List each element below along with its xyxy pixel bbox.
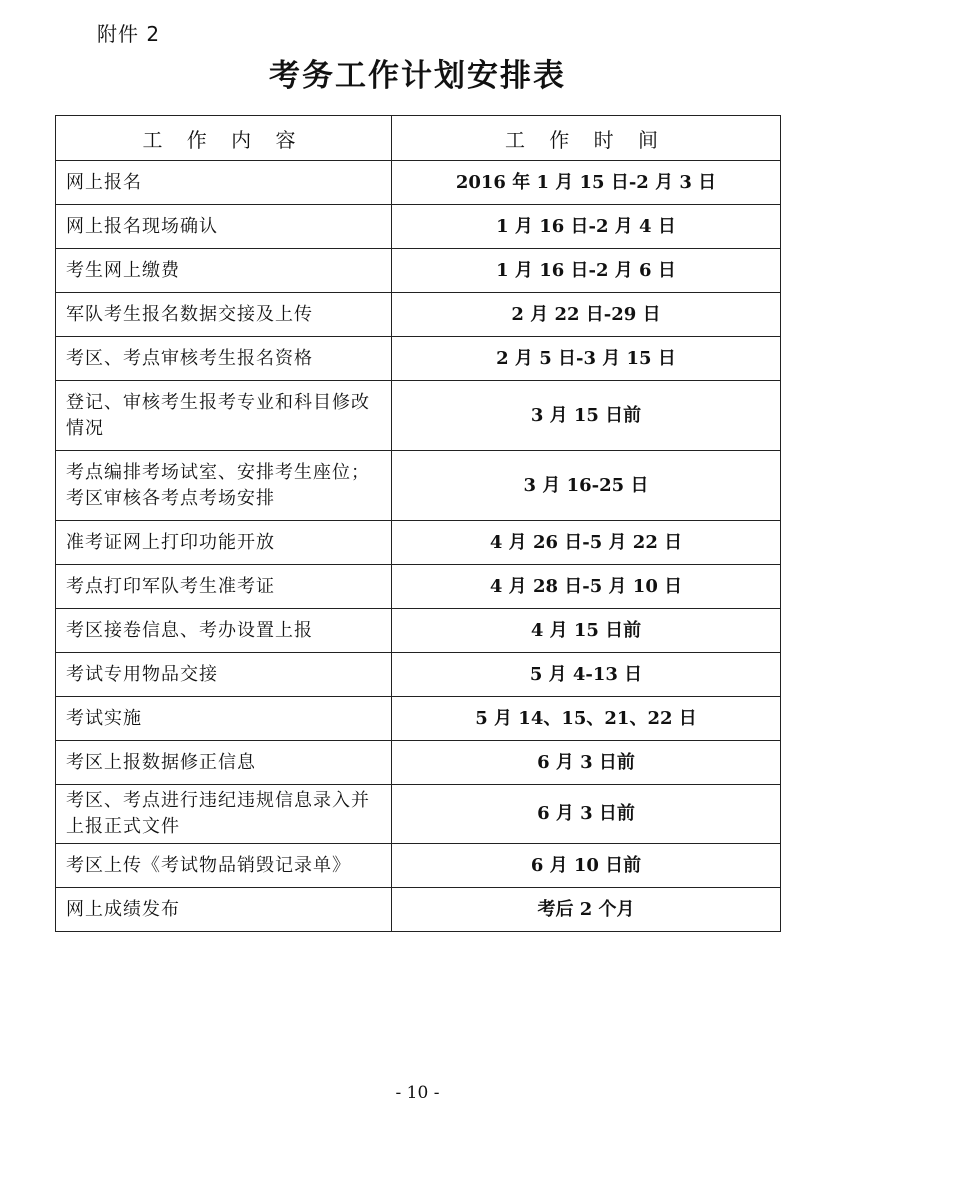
- document-title: 考务工作计划安排表: [269, 58, 566, 94]
- time-cell: 3 月 15 日前: [392, 381, 781, 451]
- time-cell: 2016 年 1 月 15 日-2 月 3 日: [392, 161, 781, 205]
- time-cell: 6 月 3 日前: [392, 741, 781, 785]
- table-row: [56, 381, 781, 451]
- task-cell: 登记、审核考生报考专业和科目修改情况: [56, 381, 392, 451]
- task-cell: 网上报名: [56, 161, 392, 205]
- task-cell: 考区、考点审核考生报名资格: [56, 337, 392, 381]
- table-row: [56, 565, 781, 609]
- task-cell: 考生网上缴费: [56, 249, 392, 293]
- task-cell: 准考证网上打印功能开放: [56, 521, 392, 565]
- time-cell: 4 月 26 日-5 月 22 日: [392, 521, 781, 565]
- time-cell: 1 月 16 日-2 月 4 日: [392, 205, 781, 249]
- time-cell: 2 月 5 日-3 月 15 日: [392, 337, 781, 381]
- task-cell: 考区上报数据修正信息: [56, 741, 392, 785]
- table-row: [56, 697, 781, 741]
- task-cell: 考区接卷信息、考办设置上报: [56, 609, 392, 653]
- time-cell: 6 月 10 日前: [392, 844, 781, 888]
- table-row: [56, 888, 781, 932]
- task-cell: 考区上传《考试物品销毁记录单》: [56, 844, 392, 888]
- task-cell: 考点打印军队考生准考证: [56, 565, 392, 609]
- column-header-content: 工 作 内 容: [56, 116, 392, 161]
- task-cell: 军队考生报名数据交接及上传: [56, 293, 392, 337]
- table-row: [56, 249, 781, 293]
- table-row: [56, 521, 781, 565]
- time-cell: 考后 2 个月: [392, 888, 781, 932]
- task-cell: 考区、考点进行违纪违规信息录入并上报正式文件: [56, 785, 392, 844]
- table-row: [56, 451, 781, 521]
- table-row: [56, 293, 781, 337]
- table-row: [56, 337, 781, 381]
- time-cell: 1 月 16 日-2 月 6 日: [392, 249, 781, 293]
- task-cell: 考点编排考场试室、安排考生座位；考区审核各考点考场安排: [56, 451, 392, 521]
- task-cell: 网上成绩发布: [56, 888, 392, 932]
- time-cell: 4 月 15 日前: [392, 609, 781, 653]
- time-cell: 6 月 3 日前: [392, 785, 781, 844]
- table-row: [56, 785, 781, 844]
- table-row: [56, 609, 781, 653]
- time-cell: 5 月 14、15、21、22 日: [392, 697, 781, 741]
- time-cell: 5 月 4-13 日: [392, 653, 781, 697]
- table-row: [56, 741, 781, 785]
- table-row: [56, 844, 781, 888]
- schedule-table: [55, 115, 781, 932]
- time-cell: 3 月 16-25 日: [392, 451, 781, 521]
- table-row: [56, 205, 781, 249]
- time-cell: 2 月 22 日-29 日: [392, 293, 781, 337]
- table-header-row: [56, 116, 781, 161]
- table-row: [56, 161, 781, 205]
- task-cell: 考试实施: [56, 697, 392, 741]
- column-header-time: 工 作 时 间: [392, 116, 781, 161]
- task-cell: 网上报名现场确认: [56, 205, 392, 249]
- table-row: [56, 653, 781, 697]
- task-cell: 考试专用物品交接: [56, 653, 392, 697]
- attachment-label: 附件 2: [97, 22, 161, 46]
- time-cell: 4 月 28 日-5 月 10 日: [392, 565, 781, 609]
- page-number: - 10 -: [395, 1083, 440, 1103]
